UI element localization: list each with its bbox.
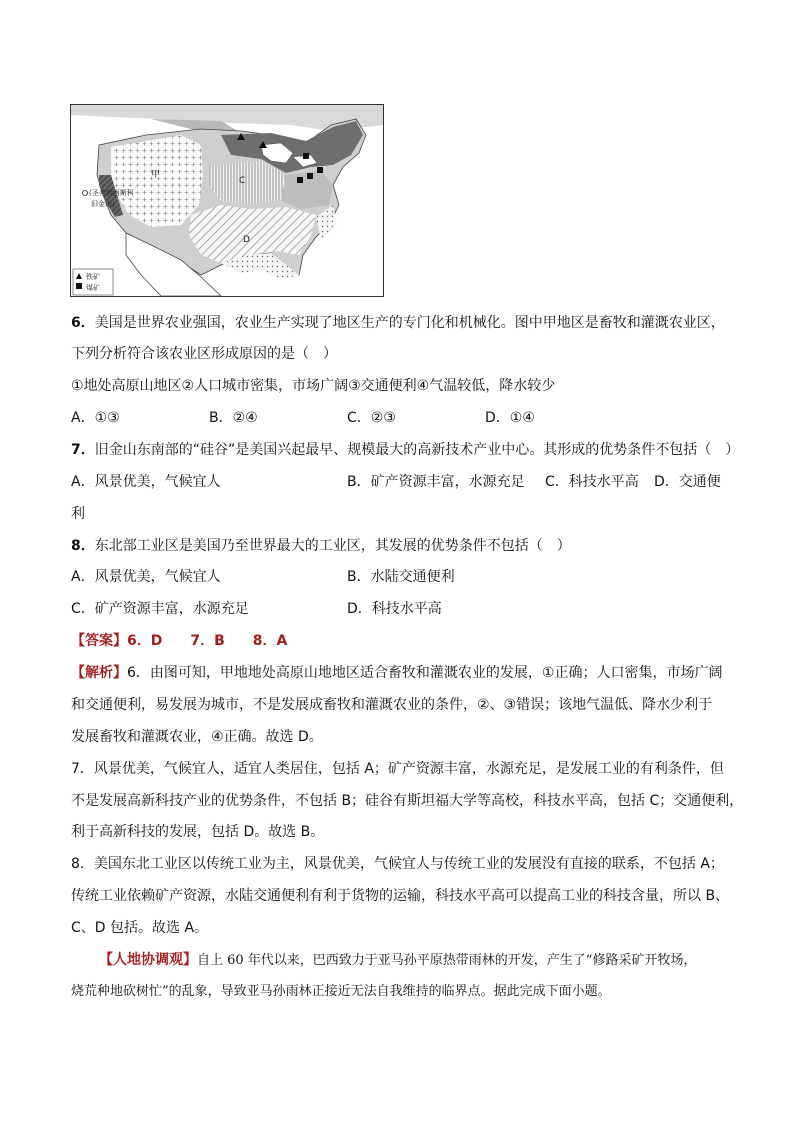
answer-tag: 【答案】	[71, 633, 127, 649]
q7-option-d: D．交通便	[654, 474, 721, 490]
q6-statements: ①地处高原山地区②人口城市密集，市场广阔③交通便利④气温较低，降水较少	[71, 378, 556, 394]
map-graphic	[71, 105, 383, 296]
analysis-6-line1	[71, 663, 722, 683]
analysis-tag: 【解析】	[71, 665, 127, 681]
next-passage-tag: 【人地协调观】	[99, 952, 197, 968]
legend-coal-label: 煤矿	[86, 284, 100, 292]
map-city-label: (圣弗朗西斯科	[89, 189, 134, 197]
analysis-8-line2: 传统工业依赖矿产资源，水陆交通便利有利于货物的运输，科技水平高可以提高工业的科技含量，所以 B、	[71, 888, 730, 904]
analysis-6-line2: 和交通便利，易发展为城市，不是发展成畜牧和灌溉农业的条件，②、③错误；该地气温低、降水少利于	[71, 697, 713, 713]
q8-stem-text: 东北部工业区是美国乃至世界最大的工业区，其发展的优势条件不包括（ ）	[94, 538, 571, 554]
map-label-jia: 甲	[151, 170, 161, 180]
map-city-label-2: 旧金山)	[91, 200, 115, 208]
legend-coal-icon	[76, 283, 82, 289]
q6-stem-text: 美国是世界农业强国，农业生产实现了地区生产的专门化和机械化。图中甲地区是畜牧和灌溉农业区，	[94, 315, 725, 331]
map-label-c: C	[239, 176, 246, 186]
legend-iron-label: 铁矿	[86, 273, 100, 281]
q7-stem	[71, 440, 739, 460]
q6-stem-line1	[71, 313, 725, 333]
q8-option-b: B．水陆交通便利	[347, 569, 455, 585]
coal-icon	[297, 177, 303, 183]
analysis-8-line1: 8．美国东北工业区以传统工业为主，风景优美，气候宜人与传统工业的发展没有直接的联系，不包括 A；	[71, 856, 724, 872]
analysis-8-line3: C、D 包括。故选 A。	[71, 920, 209, 936]
q7-number: 7．	[71, 442, 95, 458]
q8-option-c: C．矿产资源丰富，水源充足	[71, 601, 249, 617]
map-label-d: D	[243, 235, 250, 245]
q7-option-b: B．矿产资源丰富，水源充足	[347, 474, 525, 490]
coal-icon	[317, 167, 323, 173]
analysis-7-line1: 7．风景优美，气候宜人，适宜人类居住，包括 A；矿产资源丰富，水源充足，是发展工业的有利条件，但	[71, 761, 724, 777]
next-passage-line2: 烧荒种地砍树忙”的乱象，导致亚马孙雨林正接近无法自我维持的临界点。据此完成下面小题。	[71, 984, 611, 999]
q6-option-b: B．②④	[209, 410, 258, 426]
q6-option-c: C．②③	[347, 410, 396, 426]
q7-option-d-wrap: 利	[71, 506, 85, 522]
q6-option-d: D．①④	[485, 410, 535, 426]
q7-option-c: C．科技水平高	[545, 474, 639, 490]
q6-option-a: A．①③	[71, 410, 120, 426]
q7-option-a: A．风景优美，气候宜人	[71, 474, 221, 490]
q8-stem	[71, 536, 571, 556]
answer-text: 6．D 7．B 8．A	[127, 633, 288, 649]
coal-icon	[303, 153, 309, 159]
q8-option-d: D．科技水平高	[347, 601, 442, 617]
next-passage-text1: 自上 60 年代以来，巴西致力于亚马孙平原热带雨林的开发，产生了“修路采矿开牧场，	[197, 953, 697, 968]
analysis-6-line3: 发展畜牧和灌溉农业，④正确。故选 D。	[71, 729, 323, 745]
q7-stem-text: 旧金山东南部的“硅谷”是美国兴起最早、规模最大的高新技术产业中心。其形成的优势条件不包括（ ）	[94, 442, 740, 458]
city-marker-icon	[83, 191, 88, 196]
q8-option-a: A．风景优美，气候宜人	[71, 569, 221, 585]
coal-icon	[307, 173, 313, 179]
q6-stem-line2: 下列分析符合该农业区形成原因的是（ ）	[71, 346, 337, 362]
analysis-6-text1: 6．由图可知，甲地地处高原山地地区适合畜牧和灌溉农业的发展，①正确；人口密集，市场广阔	[127, 665, 723, 681]
next-passage-line1	[99, 950, 696, 971]
usa-agriculture-map	[70, 104, 384, 297]
q8-number: 8．	[71, 538, 95, 554]
answer-line	[71, 631, 287, 651]
analysis-7-line2: 不是发展高新科技产业的优势条件，不包括 B；硅谷有斯坦福大学等高校，科技水平高，包括 C；交通便利，	[71, 793, 744, 809]
q6-number: 6．	[71, 315, 95, 331]
analysis-7-line3: 利于高新科技的发展，包括 D。故选 B。	[71, 824, 325, 840]
